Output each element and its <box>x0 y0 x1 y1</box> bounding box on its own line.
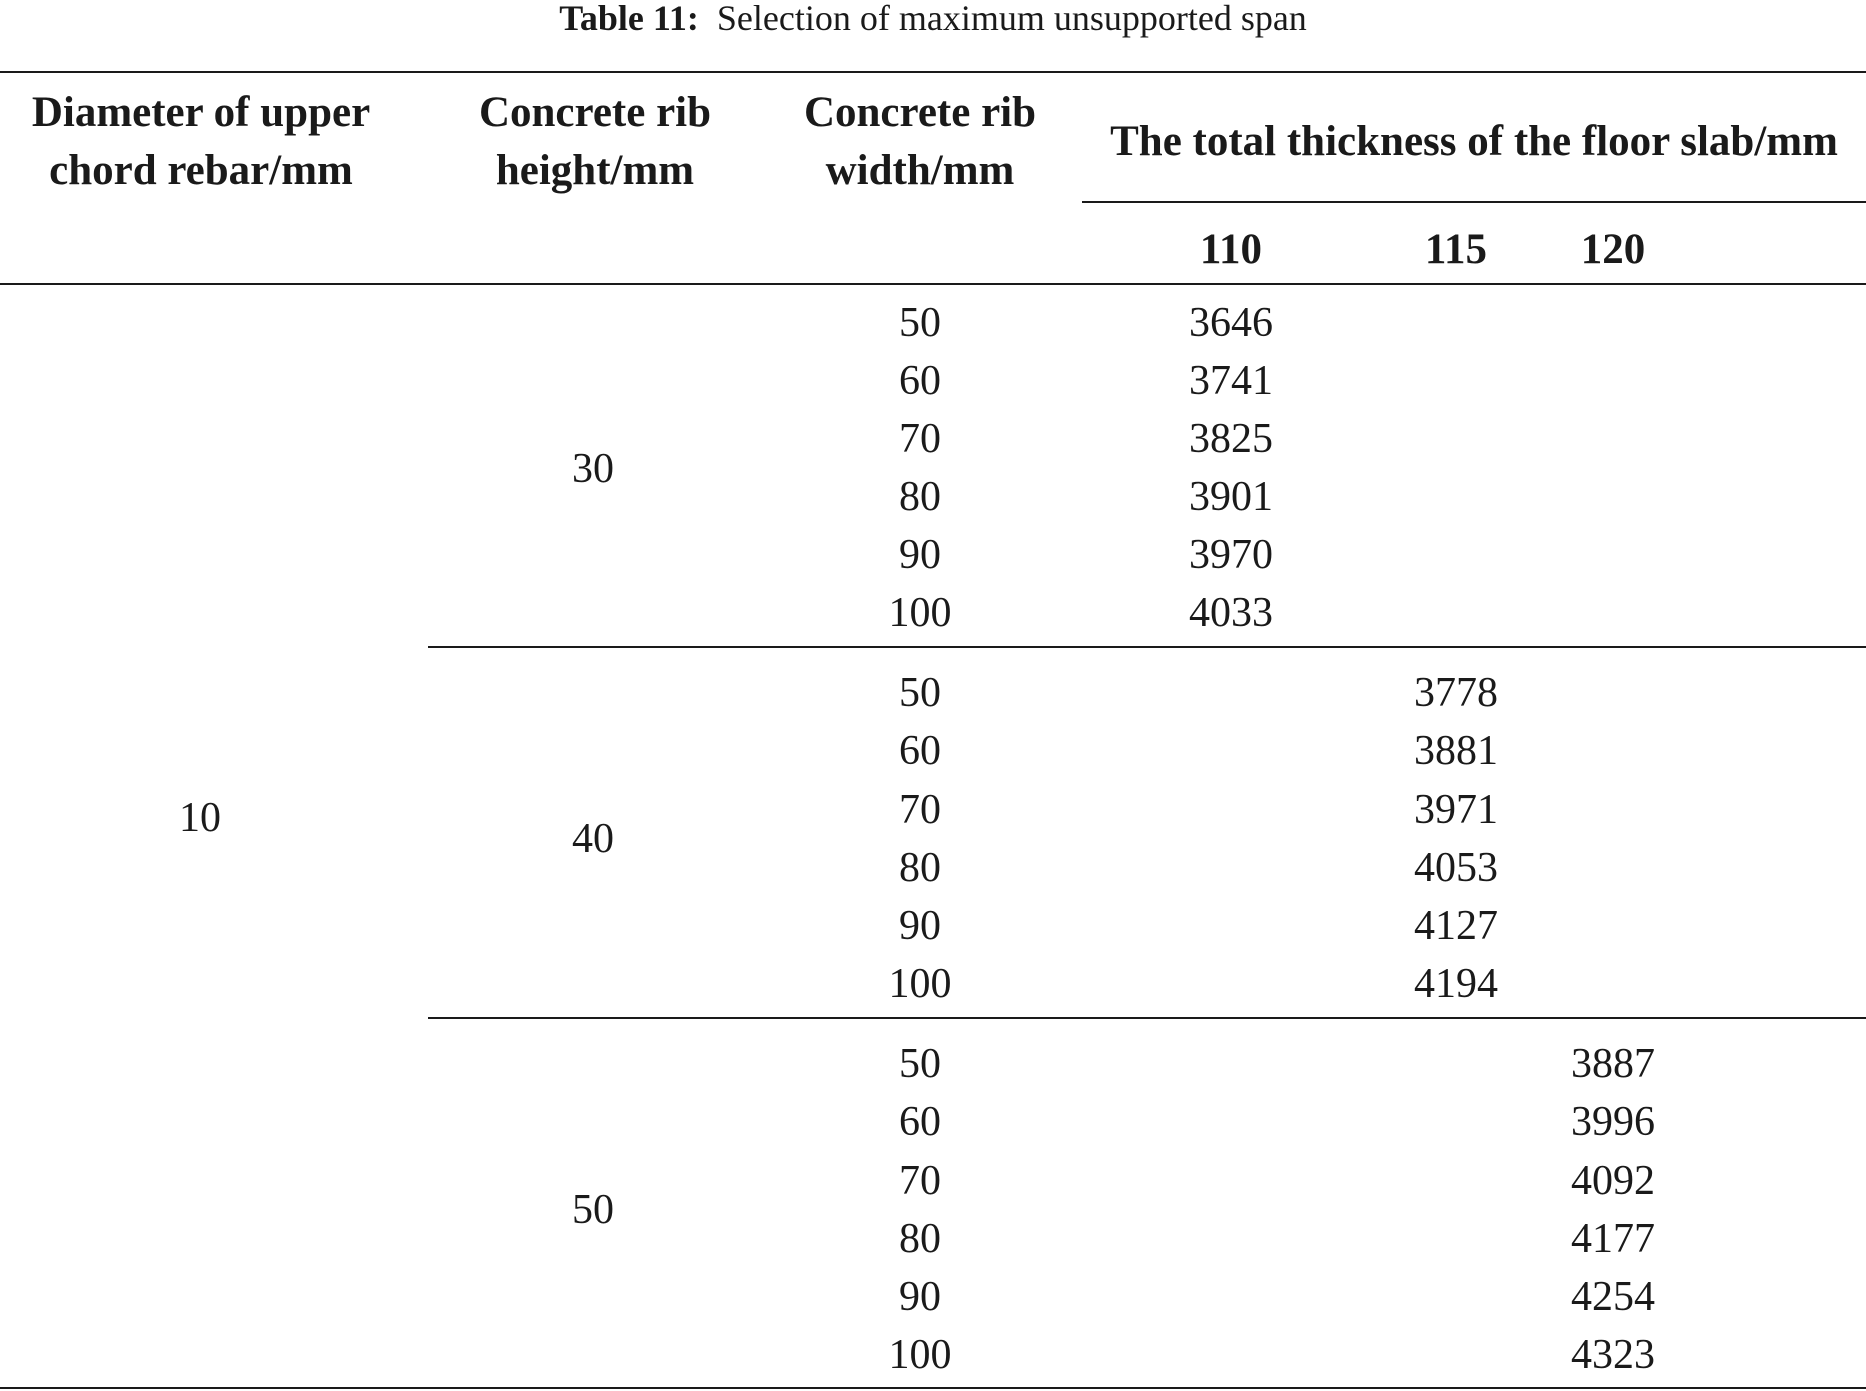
bottom-rule <box>0 1387 1866 1389</box>
header-bottom-rule <box>0 283 1866 285</box>
span-cell: 4323 <box>1571 1332 1655 1378</box>
rib-width-cell: 70 <box>899 1158 941 1204</box>
rib-width-cell: 50 <box>899 670 941 716</box>
span-cell: 3970 <box>1189 532 1273 578</box>
diameter-cell: 10 <box>179 795 221 841</box>
rib-width-cell: 90 <box>899 903 941 949</box>
span-cell: 3996 <box>1571 1099 1655 1145</box>
rib-width-cell: 80 <box>899 474 941 520</box>
header-thickness-group: The total thickness of the floor slab/mm <box>1110 118 1838 165</box>
span-cell: 3881 <box>1414 728 1498 774</box>
rib-width-cell: 70 <box>899 787 941 833</box>
caption-text: Selection of maximum unsupported span <box>716 0 1307 38</box>
rib-width-cell: 60 <box>899 728 941 774</box>
rib-width-cell: 100 <box>888 961 952 1007</box>
header-rib-height: Concrete rib height/mm <box>478 89 712 194</box>
span-cell: 3741 <box>1189 358 1273 404</box>
header-thickness-115: 115 <box>1424 226 1488 273</box>
span-cell: 3646 <box>1189 300 1273 346</box>
header-rib-width: Concrete rib width/mm <box>803 89 1037 194</box>
span-cell: 3971 <box>1414 787 1498 833</box>
span-cell: 4177 <box>1571 1216 1655 1262</box>
span-cell: 4194 <box>1414 961 1498 1007</box>
header-thickness-110: 110 <box>1199 226 1263 273</box>
span-cell: 4033 <box>1189 590 1273 636</box>
group-separator-rule <box>428 646 1866 648</box>
table-caption <box>0 0 1866 40</box>
thickness-group-rule <box>1082 201 1866 203</box>
group-separator-rule <box>428 1017 1866 1019</box>
rib-height-cell: 40 <box>572 816 614 862</box>
rib-width-cell: 80 <box>899 1216 941 1262</box>
span-cell: 4053 <box>1414 845 1498 891</box>
span-cell: 4254 <box>1571 1274 1655 1320</box>
top-rule <box>0 71 1866 73</box>
rib-width-cell: 50 <box>899 1041 941 1087</box>
span-cell: 4127 <box>1414 903 1498 949</box>
span-cell: 3887 <box>1571 1041 1655 1087</box>
rib-width-cell: 70 <box>899 416 941 462</box>
rib-height-cell: 50 <box>572 1187 614 1233</box>
header-diameter: Diameter of upper chord rebar/mm <box>31 89 371 194</box>
rib-width-cell: 60 <box>899 358 941 404</box>
span-cell: 3901 <box>1189 474 1273 520</box>
header-thickness-120: 120 <box>1580 226 1646 273</box>
caption-label: Table 11: <box>559 0 699 38</box>
span-cell: 3825 <box>1189 416 1273 462</box>
rib-width-cell: 90 <box>899 1274 941 1320</box>
span-cell: 4092 <box>1571 1158 1655 1204</box>
rib-width-cell: 100 <box>888 1332 952 1378</box>
rib-height-cell: 30 <box>572 446 614 492</box>
rib-width-cell: 60 <box>899 1099 941 1145</box>
rib-width-cell: 90 <box>899 532 941 578</box>
rib-width-cell: 50 <box>899 300 941 346</box>
rib-width-cell: 100 <box>888 590 952 636</box>
rib-width-cell: 80 <box>899 845 941 891</box>
span-cell: 3778 <box>1414 670 1498 716</box>
